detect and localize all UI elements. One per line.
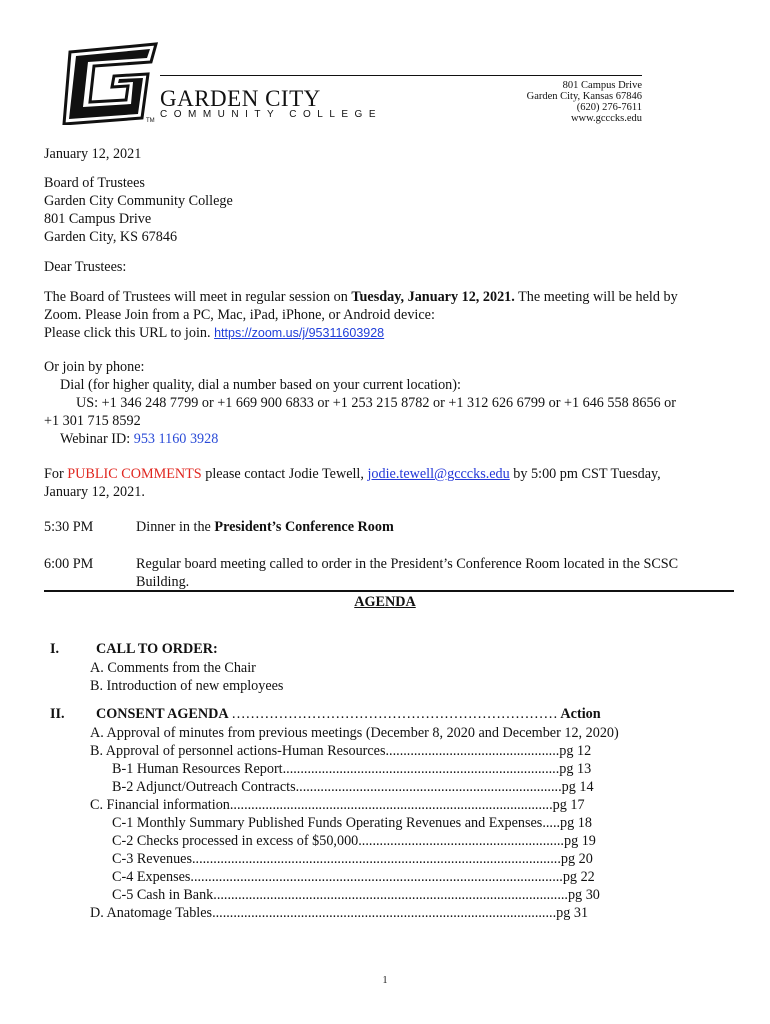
section-numeral: I. [50,641,60,657]
section-title-line [96,706,601,723]
schedule-time: 6:00 PM [44,556,94,572]
agenda-item: B. Approval of personnel actions-Human Resources.................................................pg 12 [90,743,592,759]
agenda-item: A. Approval of minutes from previous meetings (December 8, 2020 and December 12, 2020) [90,725,619,741]
intro-text: The meeting will be held by [514,289,678,305]
agenda-item: B. Introduction of new employees [90,678,284,694]
phone-us-numbers: US: +1 346 248 7799 or +1 669 900 6833 or +1 253 215 8782 or +1 312 626 6799 or +1 646 558 8656 or [76,395,677,411]
pc-text: by 5:00 pm CST Tuesday, [509,466,661,482]
webinar-id-line [60,430,218,448]
recipient-line: Board of Trustees [44,175,145,191]
agenda-title: AGENDA [354,594,416,610]
agenda-subitem: B-2 Adjunct/Outreach Contracts...........................................................................pg 14 [112,779,594,795]
agenda-item: D. Anatomage Tables.................................................................................................pg 31 [90,905,589,921]
schedule-location: President’s Conference Room [214,519,394,535]
intro-text: Please click this URL to join. [44,325,215,341]
address-line: (620) 276-7611 [576,102,642,113]
recipient-line: Garden City, KS 67846 [44,229,178,245]
agenda-item: C. Financial information...........................................................................................pg 17 [90,797,585,813]
agenda-subitem: C-2 Checks processed in excess of $50,000..........................................................pg 19 [112,833,596,849]
webinar-label: Webinar ID: [60,431,134,447]
public-comments-line-2: January 12, 2021. [44,484,145,500]
schedule-desc: Dinner in the [136,519,215,535]
zoom-link[interactable]: https://zoom.us/j/95311603928 [214,326,385,340]
phone-heading: Or join by phone: [44,359,145,375]
contact-email-link[interactable]: jodie.tewell@gcccks.edu [367,466,510,482]
agenda-subitem: C-5 Cash in Bank....................................................................................................pg 30 [112,887,600,903]
agenda-divider [44,590,734,592]
recipient-line: 801 Campus Drive [44,211,152,227]
pc-text: For [44,466,68,482]
address-line: Garden City, Kansas 67846 [526,91,642,102]
agenda-subitem: C-4 Expenses.........................................................................................................pg 22 [112,869,595,885]
public-comments-label: PUBLIC COMMENTS [67,466,202,482]
letterhead-address [442,80,642,124]
section-leader: …………………………………………………………… [231,706,558,722]
recipient-line: Garden City Community College [44,193,233,209]
agenda-subitem: C-1 Monthly Summary Published Funds Operating Revenues and Expenses.....pg 18 [112,815,592,831]
intro-line-1 [44,288,678,306]
section-title: CALL TO ORDER: [96,641,218,657]
agenda-subitem: C-3 Revenues........................................................................................................pg 20 [112,851,593,867]
college-name: GARDEN CITY [160,86,321,111]
schedule-time: 5:30 PM [44,519,94,535]
agenda-item: A. Comments from the Chair [90,660,256,676]
section-numeral: II. [50,706,65,722]
page-number: 1 [382,975,388,986]
section-title: CONSENT AGENDA [96,706,228,722]
website-link[interactable]: www.gcccks.edu [570,113,642,124]
intro-line-3 [44,324,384,342]
intro-line-2: Zoom. Please Join from a PC, Mac, iPad, iPhone, or Android device: [44,307,435,323]
schedule-text [136,518,394,536]
trademark-mark: TM [146,118,155,124]
public-comments-line-1 [44,465,661,483]
schedule-desc-cont: Building. [136,574,190,590]
phone-dial: Dial (for higher quality, dial a number based on your current location): [60,377,461,393]
webinar-id: 953 1160 3928 [133,431,219,447]
letterhead-rule [160,75,642,76]
meeting-date: Tuesday, January 12, 2021. [351,289,515,305]
phone-us-numbers-cont: +1 301 715 8592 [44,413,141,429]
address-line: 801 Campus Drive [562,80,642,91]
gcc-logo-icon [56,40,166,125]
letter-date: January 12, 2021 [44,146,142,162]
section-action: Action [560,706,601,722]
schedule-desc: Regular board meeting called to order in the President’s Conference Room located in the SCSC [136,556,679,572]
pc-text: please contact Jodie Tewell, [201,466,368,482]
salutation: Dear Trustees: [44,259,127,275]
intro-text: The Board of Trustees will meet in regular session on [44,289,352,305]
agenda-subitem: B-1 Human Resources Report..............................................................................pg 13 [112,761,592,777]
college-subtitle: COMMUNITY COLLEGE [160,109,382,120]
